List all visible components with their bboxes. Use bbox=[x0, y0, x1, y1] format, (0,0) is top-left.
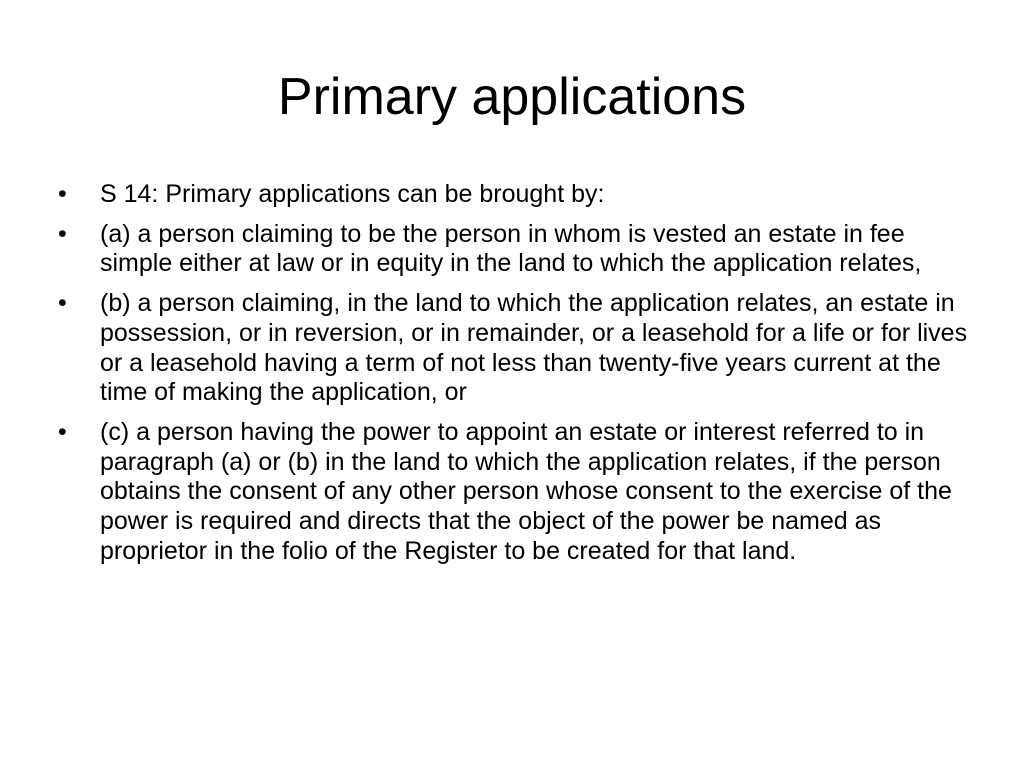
bullet-item bbox=[56, 220, 971, 279]
bullet-icon: • bbox=[58, 417, 67, 446]
slide-title: Primary applications bbox=[277, 68, 747, 126]
bullet-item bbox=[56, 418, 971, 567]
bullet-text: (c) a person having the power to appoint an estate or interest referred to in paragraph (a) or (b) in the land to which the application relates, if the person obtains the consent of any other person whose consent to the exercise of the power is required and directs that the object of the power be named as proprietor in the folio of the Register to be created for that land. bbox=[100, 417, 952, 565]
bullet-text: S 14: Primary applications can be brought by: bbox=[100, 180, 605, 208]
bullet-list bbox=[56, 180, 971, 576]
bullet-item bbox=[56, 289, 971, 408]
bullet-item bbox=[56, 180, 971, 210]
bullet-icon: • bbox=[58, 180, 67, 208]
bullet-text: (b) a person claiming, in the land to which the application relates, an estate in possession, or in reversion, or in remainder, or a leasehold for a life or for lives or a leasehold having a term of not less than twenty-five years current at the time of making the application, or bbox=[100, 289, 968, 407]
bullet-icon: • bbox=[58, 289, 67, 318]
bullet-icon: • bbox=[58, 219, 67, 248]
bullet-text: (a) a person claiming to be the person in whom is vested an estate in fee simple either at law or in equity in the land to which the application relates, bbox=[100, 219, 922, 278]
